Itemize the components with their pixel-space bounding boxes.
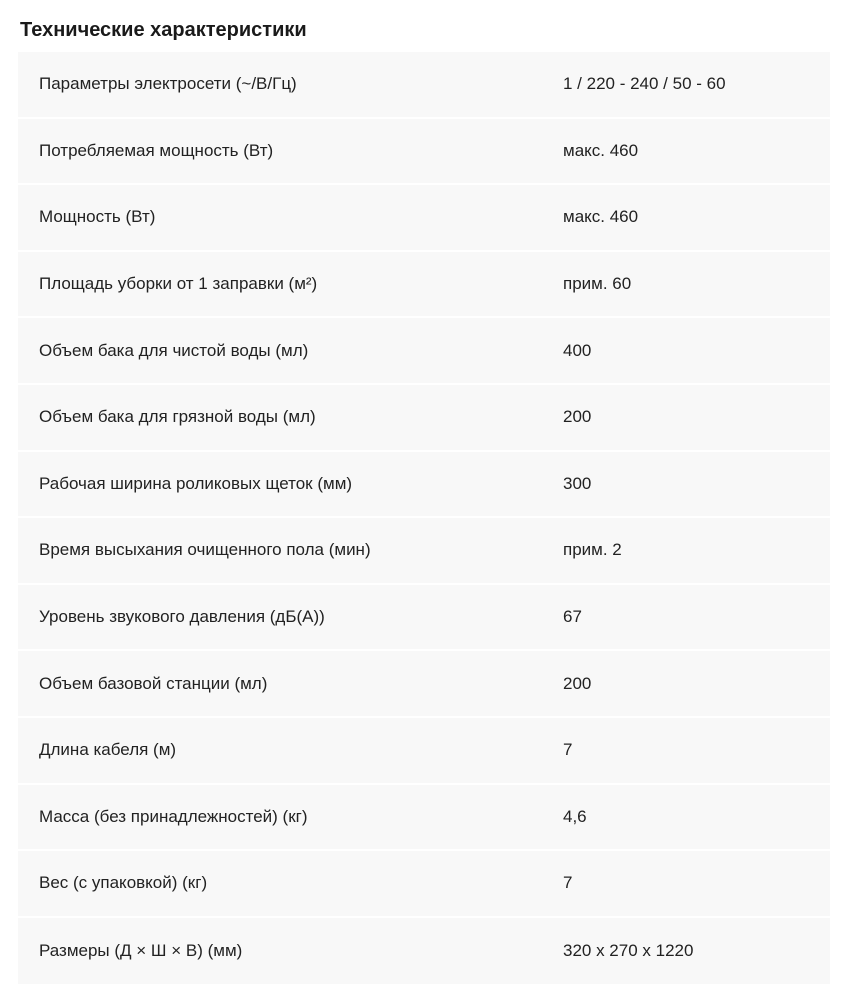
spec-value: макс. 460 [563, 140, 639, 160]
spec-row [18, 385, 830, 452]
spec-label: Масса (без принадлежностей) (кг) [39, 806, 308, 826]
spec-value: 7 [563, 740, 573, 760]
spec-value: 1 / 220 - 240 / 50 - 60 [563, 74, 726, 94]
spec-label: Площадь уборки от 1 заправки (м²) [39, 274, 318, 294]
spec-label: Рабочая ширина роликовых щеток (мм) [39, 473, 353, 493]
spec-label: Уровень звукового давления (дБ(А)) [39, 607, 325, 627]
spec-label: Объем базовой станции (мл) [39, 673, 268, 693]
spec-value: 300 [563, 473, 592, 493]
spec-label: Вес (с упаковкой) (кг) [39, 873, 208, 893]
spec-value: 7 [563, 873, 573, 893]
spec-row [18, 119, 830, 186]
spec-row [18, 318, 830, 385]
spec-label: Длина кабеля (м) [39, 740, 177, 760]
spec-table [18, 52, 830, 984]
spec-row [18, 518, 830, 585]
spec-value: 67 [563, 607, 582, 627]
spec-row [18, 851, 830, 918]
spec-row [18, 452, 830, 519]
spec-value: прим. 2 [563, 540, 622, 560]
spec-value: 200 [563, 407, 592, 427]
spec-value: 4,6 [563, 806, 587, 826]
section-title: Технические характеристики [20, 19, 307, 41]
spec-label: Потребляемая мощность (Вт) [39, 140, 274, 160]
spec-value: 400 [563, 340, 592, 360]
spec-row [18, 585, 830, 652]
spec-row [18, 185, 830, 252]
spec-row [18, 252, 830, 319]
spec-label: Объем бака для чистой воды (мл) [39, 340, 309, 360]
spec-value: 200 [563, 673, 592, 693]
spec-row [18, 651, 830, 718]
spec-row [18, 785, 830, 852]
spec-value: 320 x 270 x 1220 [563, 941, 694, 961]
spec-value: прим. 60 [563, 274, 632, 294]
spec-label: Размеры (Д × Ш × В) (мм) [39, 941, 243, 961]
spec-label: Мощность (Вт) [39, 207, 156, 227]
spec-row [18, 918, 830, 985]
spec-row [18, 52, 830, 119]
spec-row [18, 718, 830, 785]
spec-label: Время высыхания очищенного пола (мин) [39, 540, 371, 560]
spec-value: макс. 460 [563, 207, 639, 227]
spec-label: Параметры электросети (~/В/Гц) [39, 74, 297, 94]
spec-label: Объем бака для грязной воды (мл) [39, 407, 316, 427]
